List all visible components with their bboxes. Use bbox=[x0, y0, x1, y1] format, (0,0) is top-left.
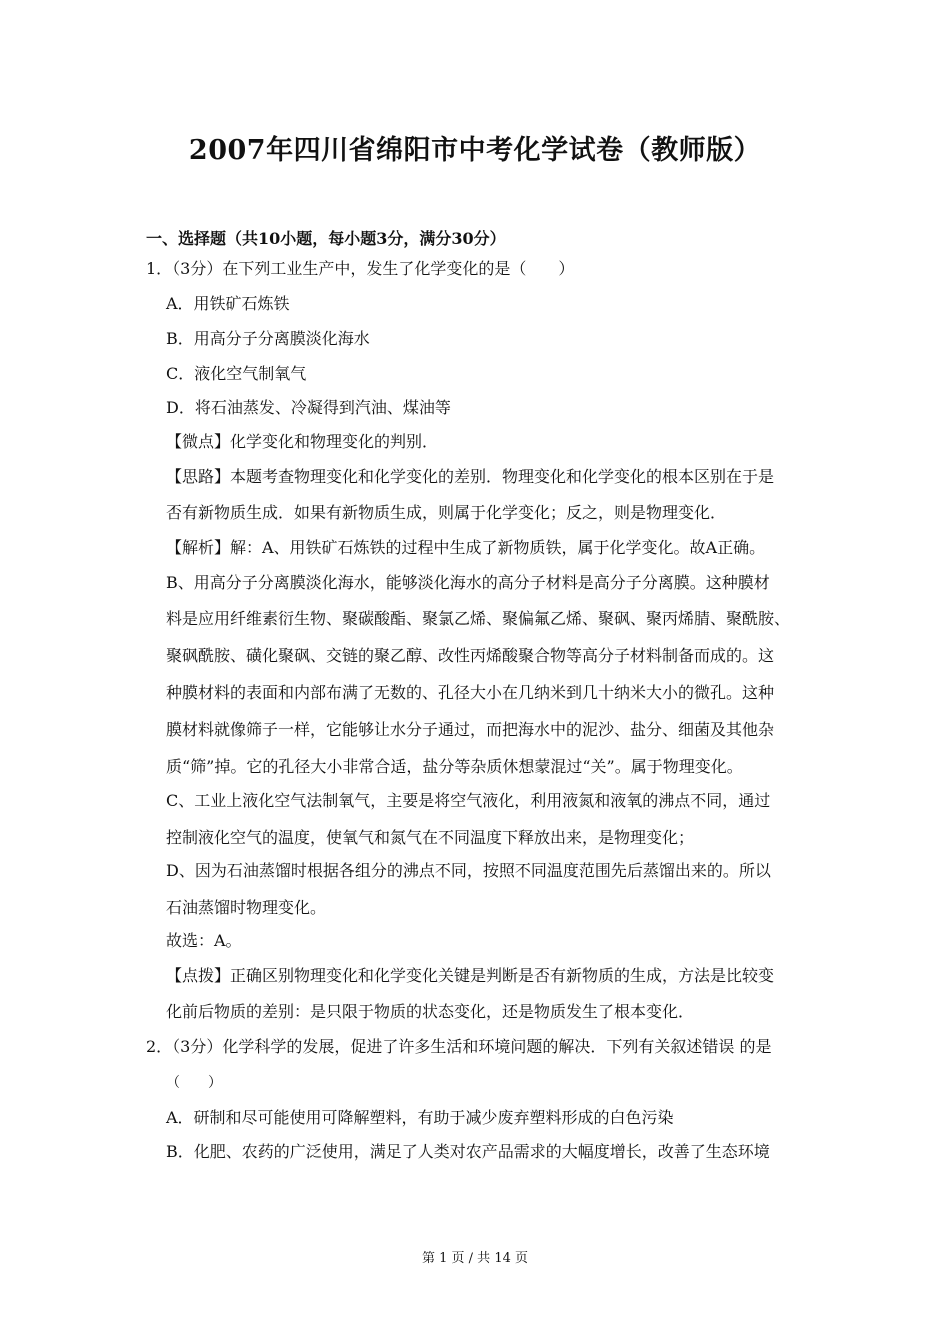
question-1-jiexi-line: 膜材料就像筛子一样，它能够让水分子通过，而把海水中的泥沙、盐分、细菌及其他杂 bbox=[166, 720, 775, 739]
question-1-jiexi-line: 质“筛”掉。它的孔径大小非常合适，盐分等杂质休想蒙混过“关”。属于物理变化。 bbox=[166, 757, 743, 776]
question-2-stem: 2．（3分）化学科学的发展，促进了许多生活和环境问题的解决．下列有关叙述错误 的是 bbox=[146, 1037, 772, 1056]
question-2-stem-continuation: （ ） bbox=[166, 1075, 222, 1091]
section-heading: 一、选择题（共10小题，每小题3分，满分30分） bbox=[146, 229, 506, 248]
question-1-option-b: B．用高分子分离膜淡化海水 bbox=[166, 329, 370, 348]
question-2-option-b: B．化肥、农药的广泛使用，满足了人类对农产品需求的大幅度增长，改善了生态环境 bbox=[166, 1142, 770, 1161]
question-1-jiexi-line: 种膜材料的表面和内部布满了无数的、孔径大小在几纳米到几十纳米大小的微孔。这种 bbox=[166, 683, 775, 702]
document-title: 2007年四川省绵阳市中考化学试卷（教师版） bbox=[188, 135, 762, 166]
question-1-dianbo-line: 【点拨】正确区别物理变化和化学变化关键是判断是否有新物质的生成，方法是比较变 bbox=[166, 966, 775, 985]
question-1-jiexi-line: 聚砜酰胺、磺化聚砜、交链的聚乙醇、改性丙烯酸聚合物等高分子材料制备而成的。这 bbox=[166, 646, 775, 665]
question-2-option-a: A．研制和尽可能使用可降解塑料，有助于减少废弃塑料形成的白色污染 bbox=[166, 1108, 674, 1127]
question-1-option-d: D．将石油蒸发、冷凝得到汽油、煤油等 bbox=[166, 398, 451, 417]
question-1-jiexi-line: C、工业上液化空气法制氧气，主要是将空气液化，利用液氮和液氧的沸点不同，通过 bbox=[166, 791, 771, 810]
question-1-option-a: A．用铁矿石炼铁 bbox=[166, 294, 290, 313]
page-footer: 第 1 页 / 共 14 页 bbox=[422, 1251, 528, 1266]
question-1-stem: 1．（3分）在下列工业生产中，发生了化学变化的是（ ） bbox=[146, 259, 575, 278]
question-1-jiexi-line: 控制液化空气的温度，使氧气和氮气在不同温度下释放出来，是物理变化； bbox=[166, 828, 695, 847]
question-1-option-c: C．液化空气制氧气 bbox=[166, 364, 307, 383]
question-1-jiexi-line: B、用高分子分离膜淡化海水，能够淡化海水的高分子材料是高分子分离膜。这种膜材 bbox=[166, 573, 770, 592]
question-1-jiexi-line: D、因为石油蒸馏时根据各组分的沸点不同，按照不同温度范围先后蒸馏出来的。所以 bbox=[166, 861, 771, 880]
question-1-silu-line: 【思路】本题考查物理变化和化学变化的差别．物理变化和化学变化的根本区别在于是 bbox=[166, 467, 775, 486]
question-1-weidian: 【微点】化学变化和物理变化的判别． bbox=[166, 432, 439, 451]
question-1-silu-line: 否有新物质生成．如果有新物质生成，则属于化学变化；反之，则是物理变化． bbox=[166, 503, 727, 522]
question-1-jiexi-line: 石油蒸馏时物理变化。 bbox=[166, 898, 327, 917]
question-1-jiexi-line: 料是应用纤维素衍生物、聚碳酸酯、聚氯乙烯、聚偏氟乙烯、聚砜、聚丙烯腈、聚酰胺、 bbox=[166, 609, 791, 628]
question-1-jiexi-line: 【解析】解：A、用铁矿石炼铁的过程中生成了新物质铁，属于化学变化。故A正确。 bbox=[166, 538, 766, 557]
question-1-dianbo-line: 化前后物质的差别：是只限于物质的状态变化，还是物质发生了根本变化． bbox=[166, 1002, 695, 1021]
question-1-answer: 故选：A。 bbox=[166, 931, 242, 950]
